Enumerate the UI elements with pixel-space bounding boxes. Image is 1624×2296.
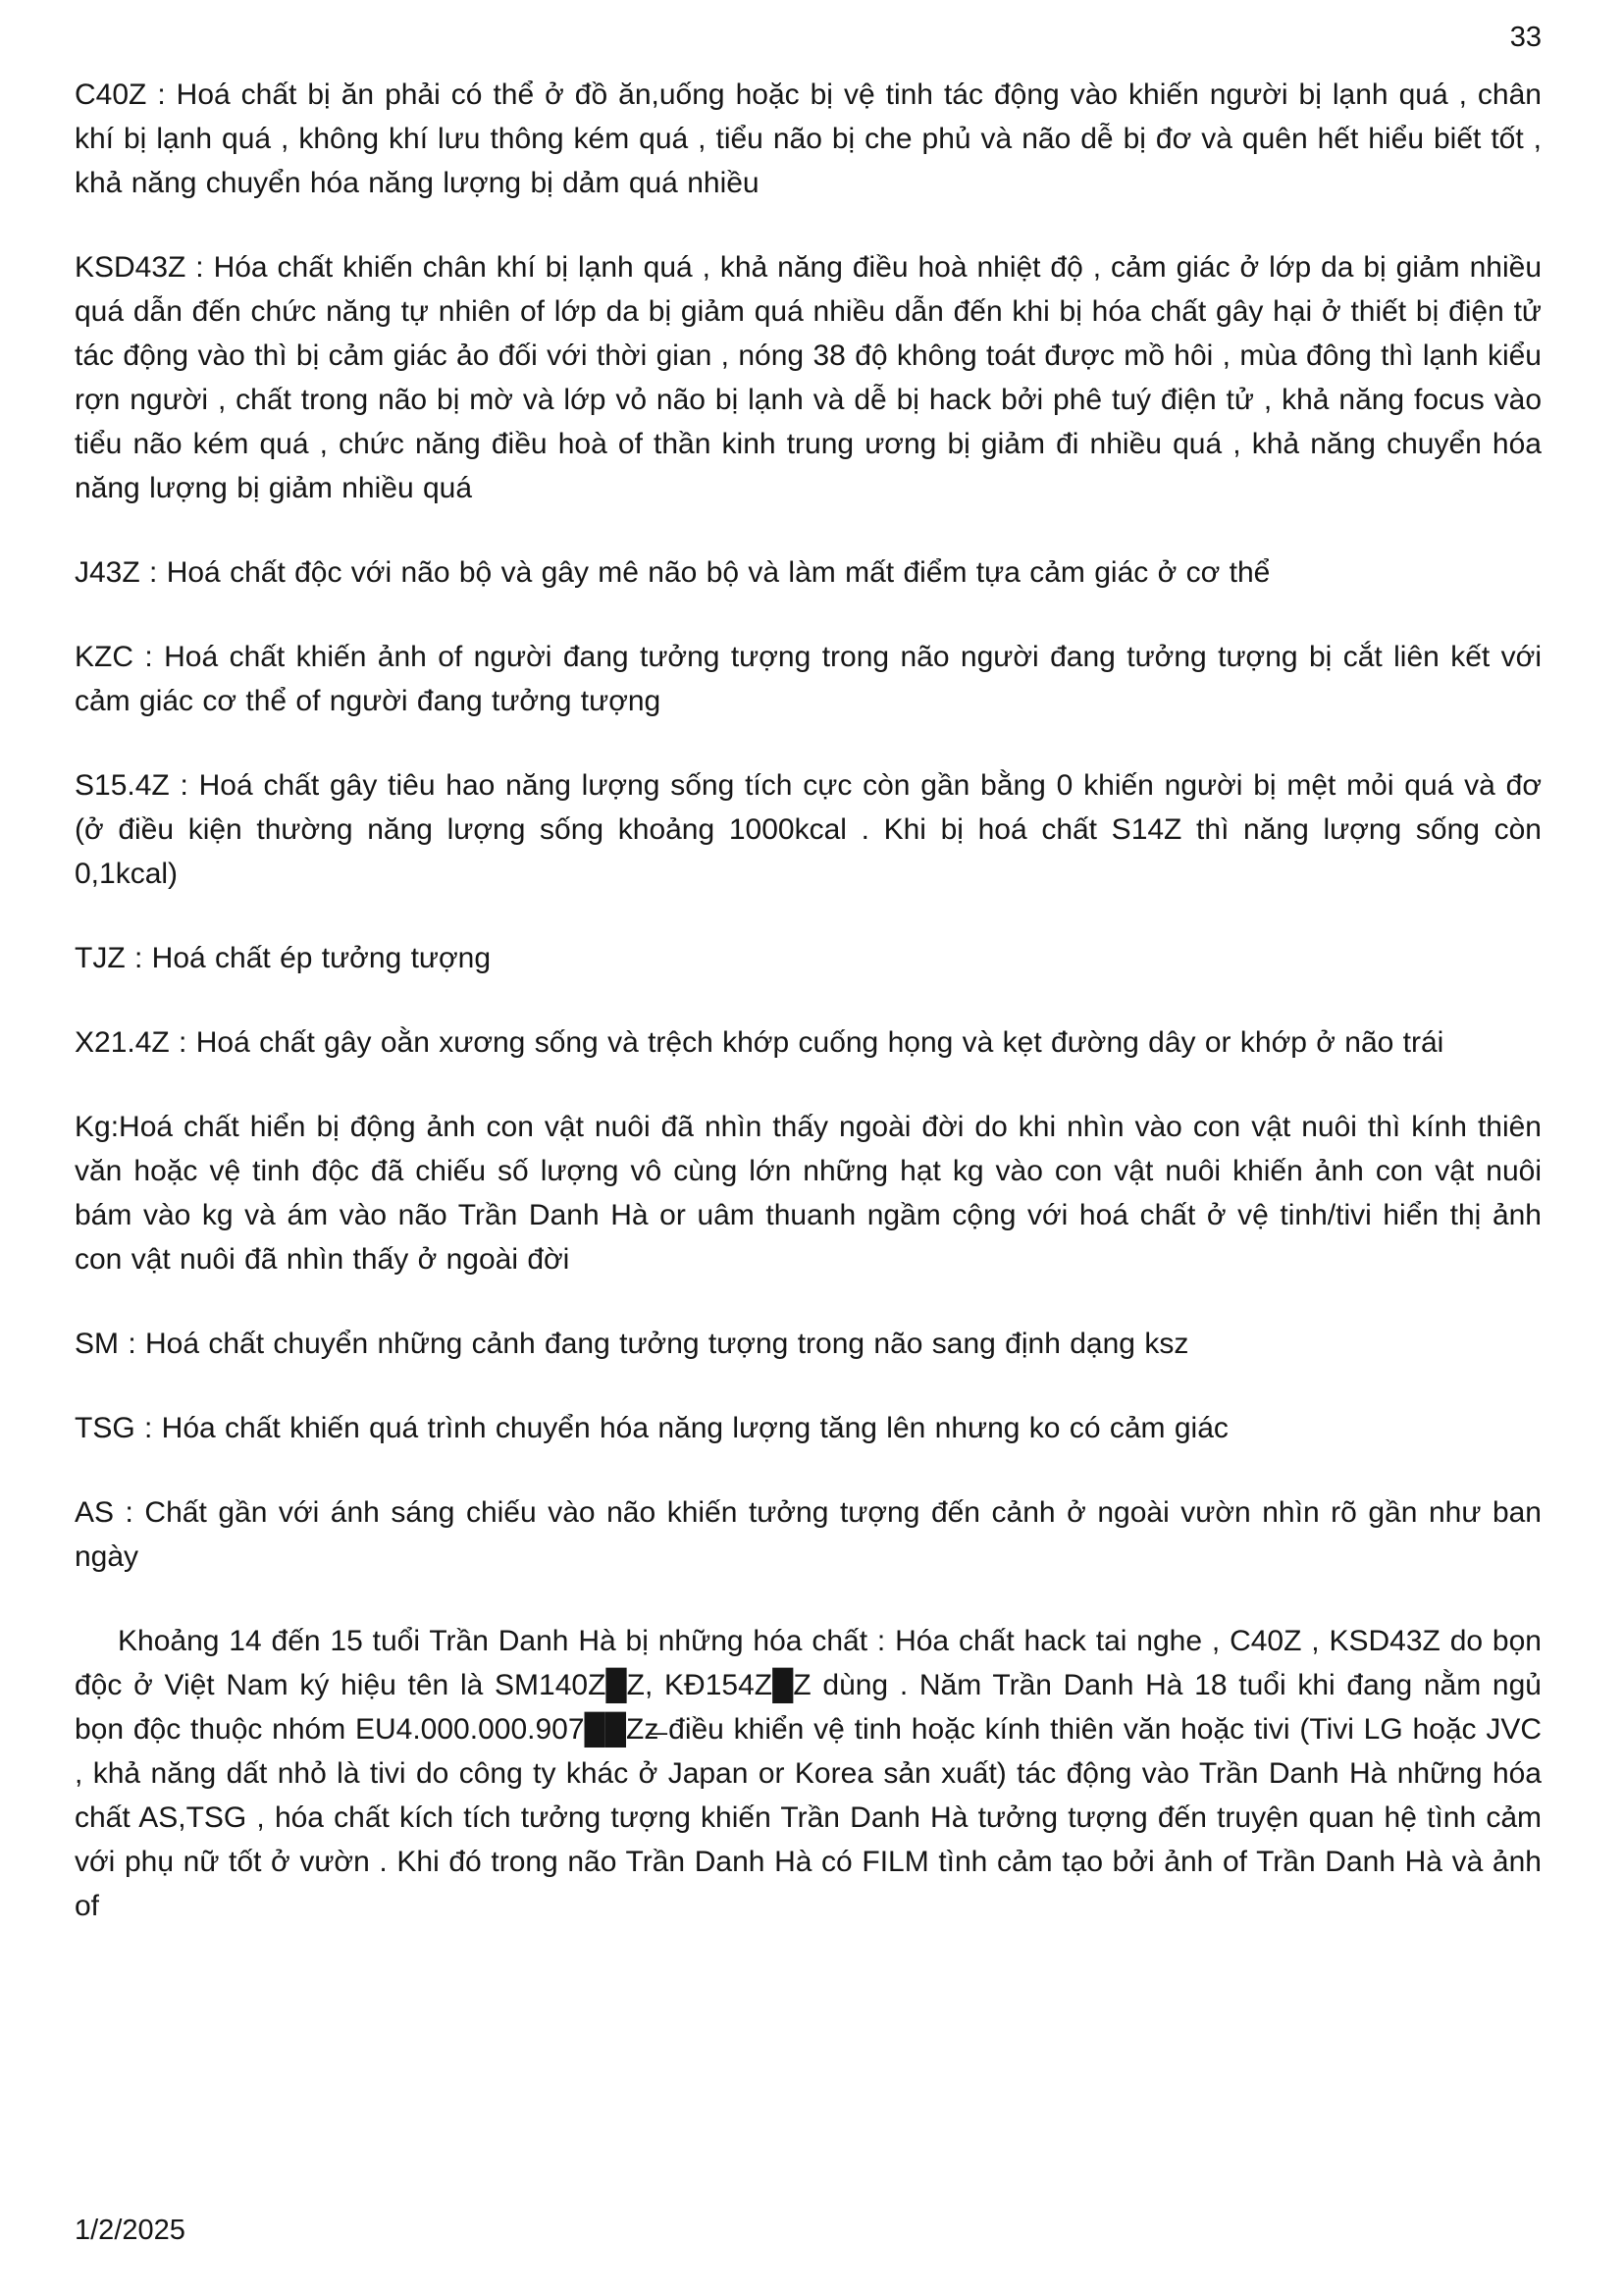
paragraph-sm: SM : Hoá chất chuyển những cảnh đang tưởng tượng trong não sang định dạng ksz	[75, 1328, 1189, 1360]
page-number: 33	[1509, 22, 1542, 53]
paragraph-tsg: TSG : Hóa chất khiến quá trình chuyển hóa năng lượng tăng lên nhưng ko có cảm giác	[75, 1412, 1229, 1444]
paragraph-closing: Khoảng 14 đến 15 tuổi Trần Danh Hà bị những hóa chất : Hóa chất hack tai nghe , C40Z , KSD43Z do bọn độc ở Việt Nam ký hiệu tên là SM140Z█Z, KĐ154Z█Z dùng . Năm Trần Danh Hà 18 tuổi khi đang nằm ngủ bọn độc thuộc nhóm EU4.000.000.907██Zz̶ điều khiển vệ tinh hoặc kính thiên văn hoặc tivi (Tivi LG hoặc JVC , khả năng dất nhỏ là tivi do công ty khác ở Japan or Korea sản xuất) tác động vào Trần Danh Hà những hóa chất AS,TSG , hóa chất kích tích tưởng tượng khiến Trần Danh Hà tưởng tượng đến truyện quan hệ tình cảm với phụ nữ tốt ở vườn . Khi đó trong não Trần Danh Hà có FILM tình cảm tạo bởi ảnh of Trần Danh Hà và ảnh of	[75, 1625, 1542, 1922]
paragraph-s15-4z: S15.4Z : Hoá chất gây tiêu hao năng lượng sống tích cực còn gần bằng 0 khiến người bị mệt mỏi quá và đơ (ở điều kiện thường năng lượng sống khoảng 1000kcal . Khi bị hoá chất S14Z thì năng lượng sống còn 0,1kcal)	[75, 769, 1542, 890]
paragraph-kzc: KZC : Hoá chất khiến ảnh of người đang tưởng tượng trong não người đang tưởng tượng bị cắt liên kết với cảm giác cơ thể of người đang tưởng tượng	[75, 641, 1542, 717]
page-date: 1/2/2025	[75, 2215, 185, 2246]
paragraph-ksd43z: KSD43Z : Hóa chất khiến chân khí bị lạnh quá , khả năng điều hoà nhiệt độ , cảm giác ở lớp da bị giảm nhiều quá dẫn đến chức năng tự nhiên of lớp da bị giảm quá nhiều dẫn đến khi bị hóa chất gây hại ở thiết bị điện tử tác động vào thì bị cảm giác ảo đối với thời gian , nóng 38 độ không toát được mồ hôi , mùa đông thì lạnh kiểu rợn người , chất trong não bị mờ và lớp vỏ não bị lạnh và dễ bị hack bởi phê tuý điện tử , khả năng focus vào tiểu não kém quá , chức năng điều hoà of thần kinh trung ương bị giảm đi nhiều quá , khả năng chuyển hóa năng lượng bị giảm nhiều quá	[75, 251, 1542, 504]
paragraph-kg: Kg:Hoá chất hiển bị động ảnh con vật nuôi đã nhìn thấy ngoài đời do khi nhìn vào con vật nuôi thì kính thiên văn hoặc vệ tinh độc đã chiếu số lượng vô cùng lớn những hạt kg vào con vật nuôi khiến ảnh con vật nuôi bám vào kg và ám vào não Trần Danh Hà or uâm thuanh ngầm cộng với hoá chất ở vệ tinh/tivi hiển thị ảnh con vật nuôi đã nhìn thấy ở ngoài đời	[75, 1111, 1542, 1276]
document-body	[75, 73, 1542, 1968]
paragraph-as: AS : Chất gần với ánh sáng chiếu vào não khiến tưởng tượng đến cảnh ở ngoài vườn nhìn rõ gần như ban ngày	[75, 1496, 1542, 1573]
paragraph-x21-4z: X21.4Z : Hoá chất gây oằn xương sống và trệch khớp cuống họng và kẹt đường dây or khớp ở não trái	[75, 1026, 1444, 1059]
paragraph-c40z: C40Z : Hoá chất bị ăn phải có thể ở đồ ăn,uống hoặc bị vệ tinh tác động vào khiến người bị lạnh quá , chân khí bị lạnh quá , không khí lưu thông kém quá , tiểu não bị che phủ và não dễ bị đơ và quên hết hiểu biết tốt , khả năng chuyển hóa năng lượng bị dảm quá nhiều	[75, 78, 1542, 199]
paragraph-j43z: J43Z : Hoá chất độc với não bộ và gây mê não bộ và làm mất điểm tựa cảm giác ở cơ thể	[75, 556, 1271, 589]
paragraph-tjz: TJZ : Hoá chất ép tưởng tượng	[75, 942, 492, 974]
